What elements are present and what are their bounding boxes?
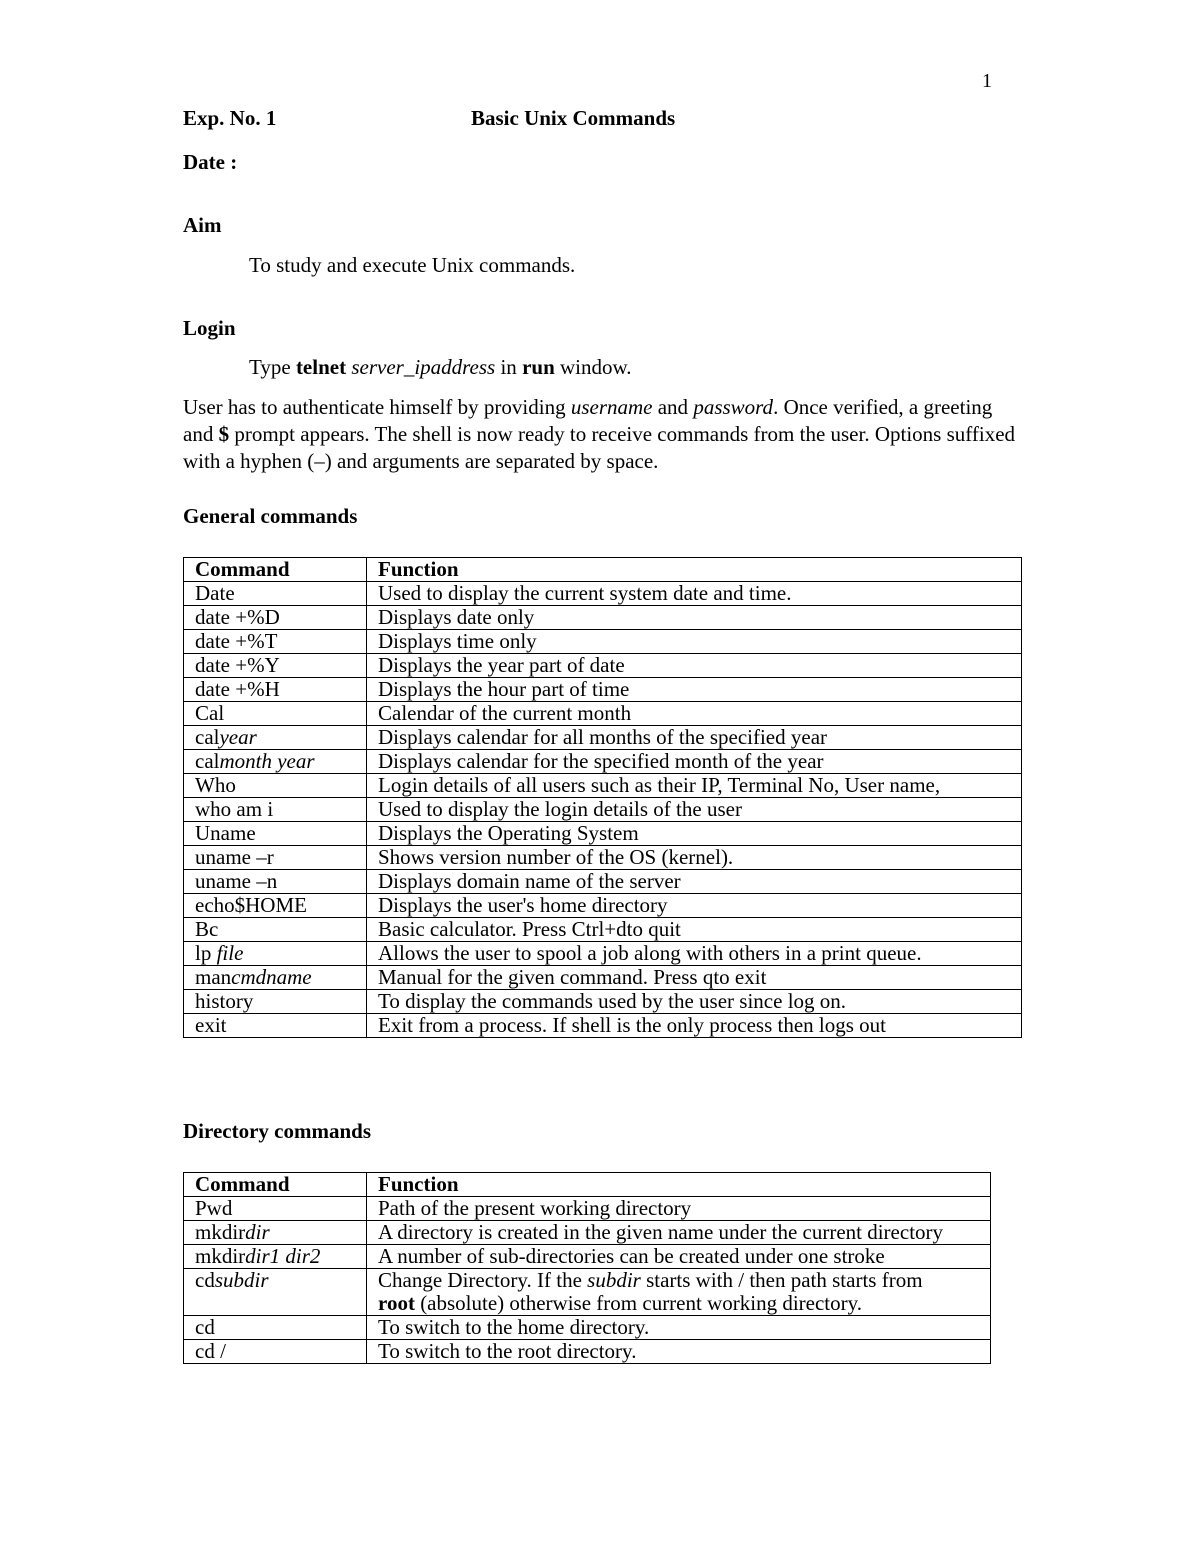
text-run: Type [249,355,296,379]
command-cell [184,702,367,726]
function-cell: Displays the year part of date [367,654,1022,678]
command-cell [184,774,367,798]
command-text: date +%D [195,605,280,629]
subdir-term: subdir [587,1268,641,1292]
table-row [184,1245,991,1269]
function-cell: Displays calendar for the specified month of the year [367,750,1022,774]
table-row [184,726,1022,750]
function-cell: Shows version number of the OS (kernel). [367,846,1022,870]
function-cell: Basic calculator. Press Ctrl+dto quit [367,918,1022,942]
command-text: date +%T [195,629,278,653]
general-commands-table [183,557,1022,1038]
command-arg: month year [219,749,315,773]
function-cell: Manual for the given command. Press qto exit [367,966,1022,990]
function-cell: Displays the user's home directory [367,894,1022,918]
page-title: Basic Unix Commands [471,106,676,130]
password-term: password [693,395,774,419]
table-row [184,894,1022,918]
prompt-symbol: $ [218,422,230,446]
command-text: Cal [195,701,225,725]
function-cell: Path of the present working directory [367,1197,991,1221]
command-text: who am i [195,797,274,821]
text-run: and [652,395,694,419]
table-row [184,1014,1022,1038]
text-run: Change Directory. If the [378,1268,588,1292]
command-text: cal [195,749,220,773]
table-row [184,870,1022,894]
text-run: prompt appears. The shell is now ready to receive commands from the user. Options suffixed with a hyphen (–) and arguments are separated by space. [183,422,1016,473]
root-term: root [378,1291,415,1315]
command-text: cd [195,1268,215,1292]
command-cell [184,1269,367,1316]
command-text: Pwd [195,1196,233,1220]
function-cell: Displays the Operating System [367,822,1022,846]
command-cell [184,1014,367,1038]
function-cell: To switch to the root directory. [367,1340,991,1364]
username-term: username [570,395,653,419]
command-text: uname –n [195,869,278,893]
aim-heading: Aim [183,213,222,237]
command-arg: dir [245,1220,270,1244]
directory-commands-heading: Directory commands [183,1119,371,1143]
text-run: (absolute) otherwise from current working directory. [414,1291,863,1315]
command-cell [184,678,367,702]
text-run: in [495,355,523,379]
function-cell: Used to display the current system date and time. [367,582,1022,606]
text-run: starts with / then path starts from [640,1268,923,1292]
command-text: Date [195,581,235,605]
command-text: Uname [195,821,256,845]
table-row [184,798,1022,822]
command-text: exit [195,1013,227,1037]
text-run: window. [554,355,632,379]
command-text: date +%H [195,677,280,701]
command-cell [184,1316,367,1340]
function-cell: Displays the hour part of time [367,678,1022,702]
command-cell [184,822,367,846]
table-row [184,1269,991,1316]
text-run: . Once verified, a greeting and [183,395,993,446]
command-cell [184,606,367,630]
command-cell [184,990,367,1014]
login-instruction [249,355,632,380]
command-cell [184,582,367,606]
command-cell [184,918,367,942]
command-cell [184,846,367,870]
table-row [184,582,1022,606]
function-cell: To display the commands used by the user since log on. [367,990,1022,1014]
function-cell: Allows the user to spool a job along with others in a print queue. [367,942,1022,966]
command-text: cd [195,1315,215,1339]
command-text: history [195,989,254,1013]
login-paragraph [183,394,1023,475]
table-row [184,774,1022,798]
command-cell [184,1197,367,1221]
table-row [184,750,1022,774]
table-row [184,990,1022,1014]
table-row [184,1221,991,1245]
column-header-function: Function [367,1173,991,1197]
command-arg: cmdname [231,965,312,989]
function-cell: Displays domain name of the server [367,870,1022,894]
table-row [184,702,1022,726]
command-text: mkdir [195,1244,246,1268]
command-text: lp [195,941,217,965]
table-header-row [184,558,1022,582]
text-run: User has to authenticate himself by providing [183,395,571,419]
table-row [184,1340,991,1364]
command-cell [184,966,367,990]
command-text: Who [195,773,236,797]
date-label: Date : [183,150,238,174]
table-row [184,966,1022,990]
function-cell: Displays calendar for all months of the specified year [367,726,1022,750]
command-text: uname –r [195,845,274,869]
table-row [184,606,1022,630]
command-arg: dir1 dir2 [245,1244,321,1268]
command-arg: subdir [214,1268,269,1292]
command-cell [184,1340,367,1364]
table-row [184,630,1022,654]
table-row [184,654,1022,678]
function-cell: Used to display the login details of the user [367,798,1022,822]
command-cell [184,798,367,822]
command-text: cal [195,725,220,749]
command-cell [184,1245,367,1269]
table-row [184,942,1022,966]
table-header-row [184,1173,991,1197]
command-text: cd / [195,1339,226,1363]
column-header-function: Function [367,558,1022,582]
command-text: date +%Y [195,653,280,677]
command-arg: year [219,725,257,749]
table-row [184,678,1022,702]
command-cell [184,1221,367,1245]
login-heading: Login [183,316,236,340]
telnet-keyword: telnet [295,355,347,379]
column-header-command: Command [184,1173,367,1197]
directory-commands-table [183,1172,991,1364]
table-row [184,1197,991,1221]
page-number: 1 [982,70,992,92]
command-cell [184,726,367,750]
table-row [184,1316,991,1340]
aim-text: To study and execute Unix commands. [249,253,576,277]
command-arg: file [216,941,244,965]
command-cell [184,750,367,774]
command-cell [184,654,367,678]
command-cell [184,630,367,654]
command-cell [184,870,367,894]
function-cell: Calendar of the current month [367,702,1022,726]
table-row [184,846,1022,870]
function-cell: Login details of all users such as their IP, Terminal No, User name, [367,774,1022,798]
command-text: mkdir [195,1220,246,1244]
function-cell: A directory is created in the given name under the current directory [367,1221,991,1245]
table-row [184,822,1022,846]
column-header-command: Command [184,558,367,582]
function-cell: To switch to the home directory. [367,1316,991,1340]
command-cell [184,894,367,918]
command-text: echo$HOME [195,893,307,917]
run-keyword: run [522,355,555,379]
command-text: Bc [195,917,219,941]
function-cell: Displays time only [367,630,1022,654]
command-text: man [195,965,232,989]
general-commands-heading: General commands [183,504,358,528]
table-row [184,918,1022,942]
command-cell [184,942,367,966]
function-cell: Displays date only [367,606,1022,630]
function-cell [367,1269,991,1316]
function-cell: A number of sub-directories can be created under one stroke [367,1245,991,1269]
exp-number: Exp. No. 1 [183,106,277,130]
server-ipaddress-arg: server_ipaddress [351,355,496,379]
function-cell: Exit from a process. If shell is the only process then logs out [367,1014,1022,1038]
